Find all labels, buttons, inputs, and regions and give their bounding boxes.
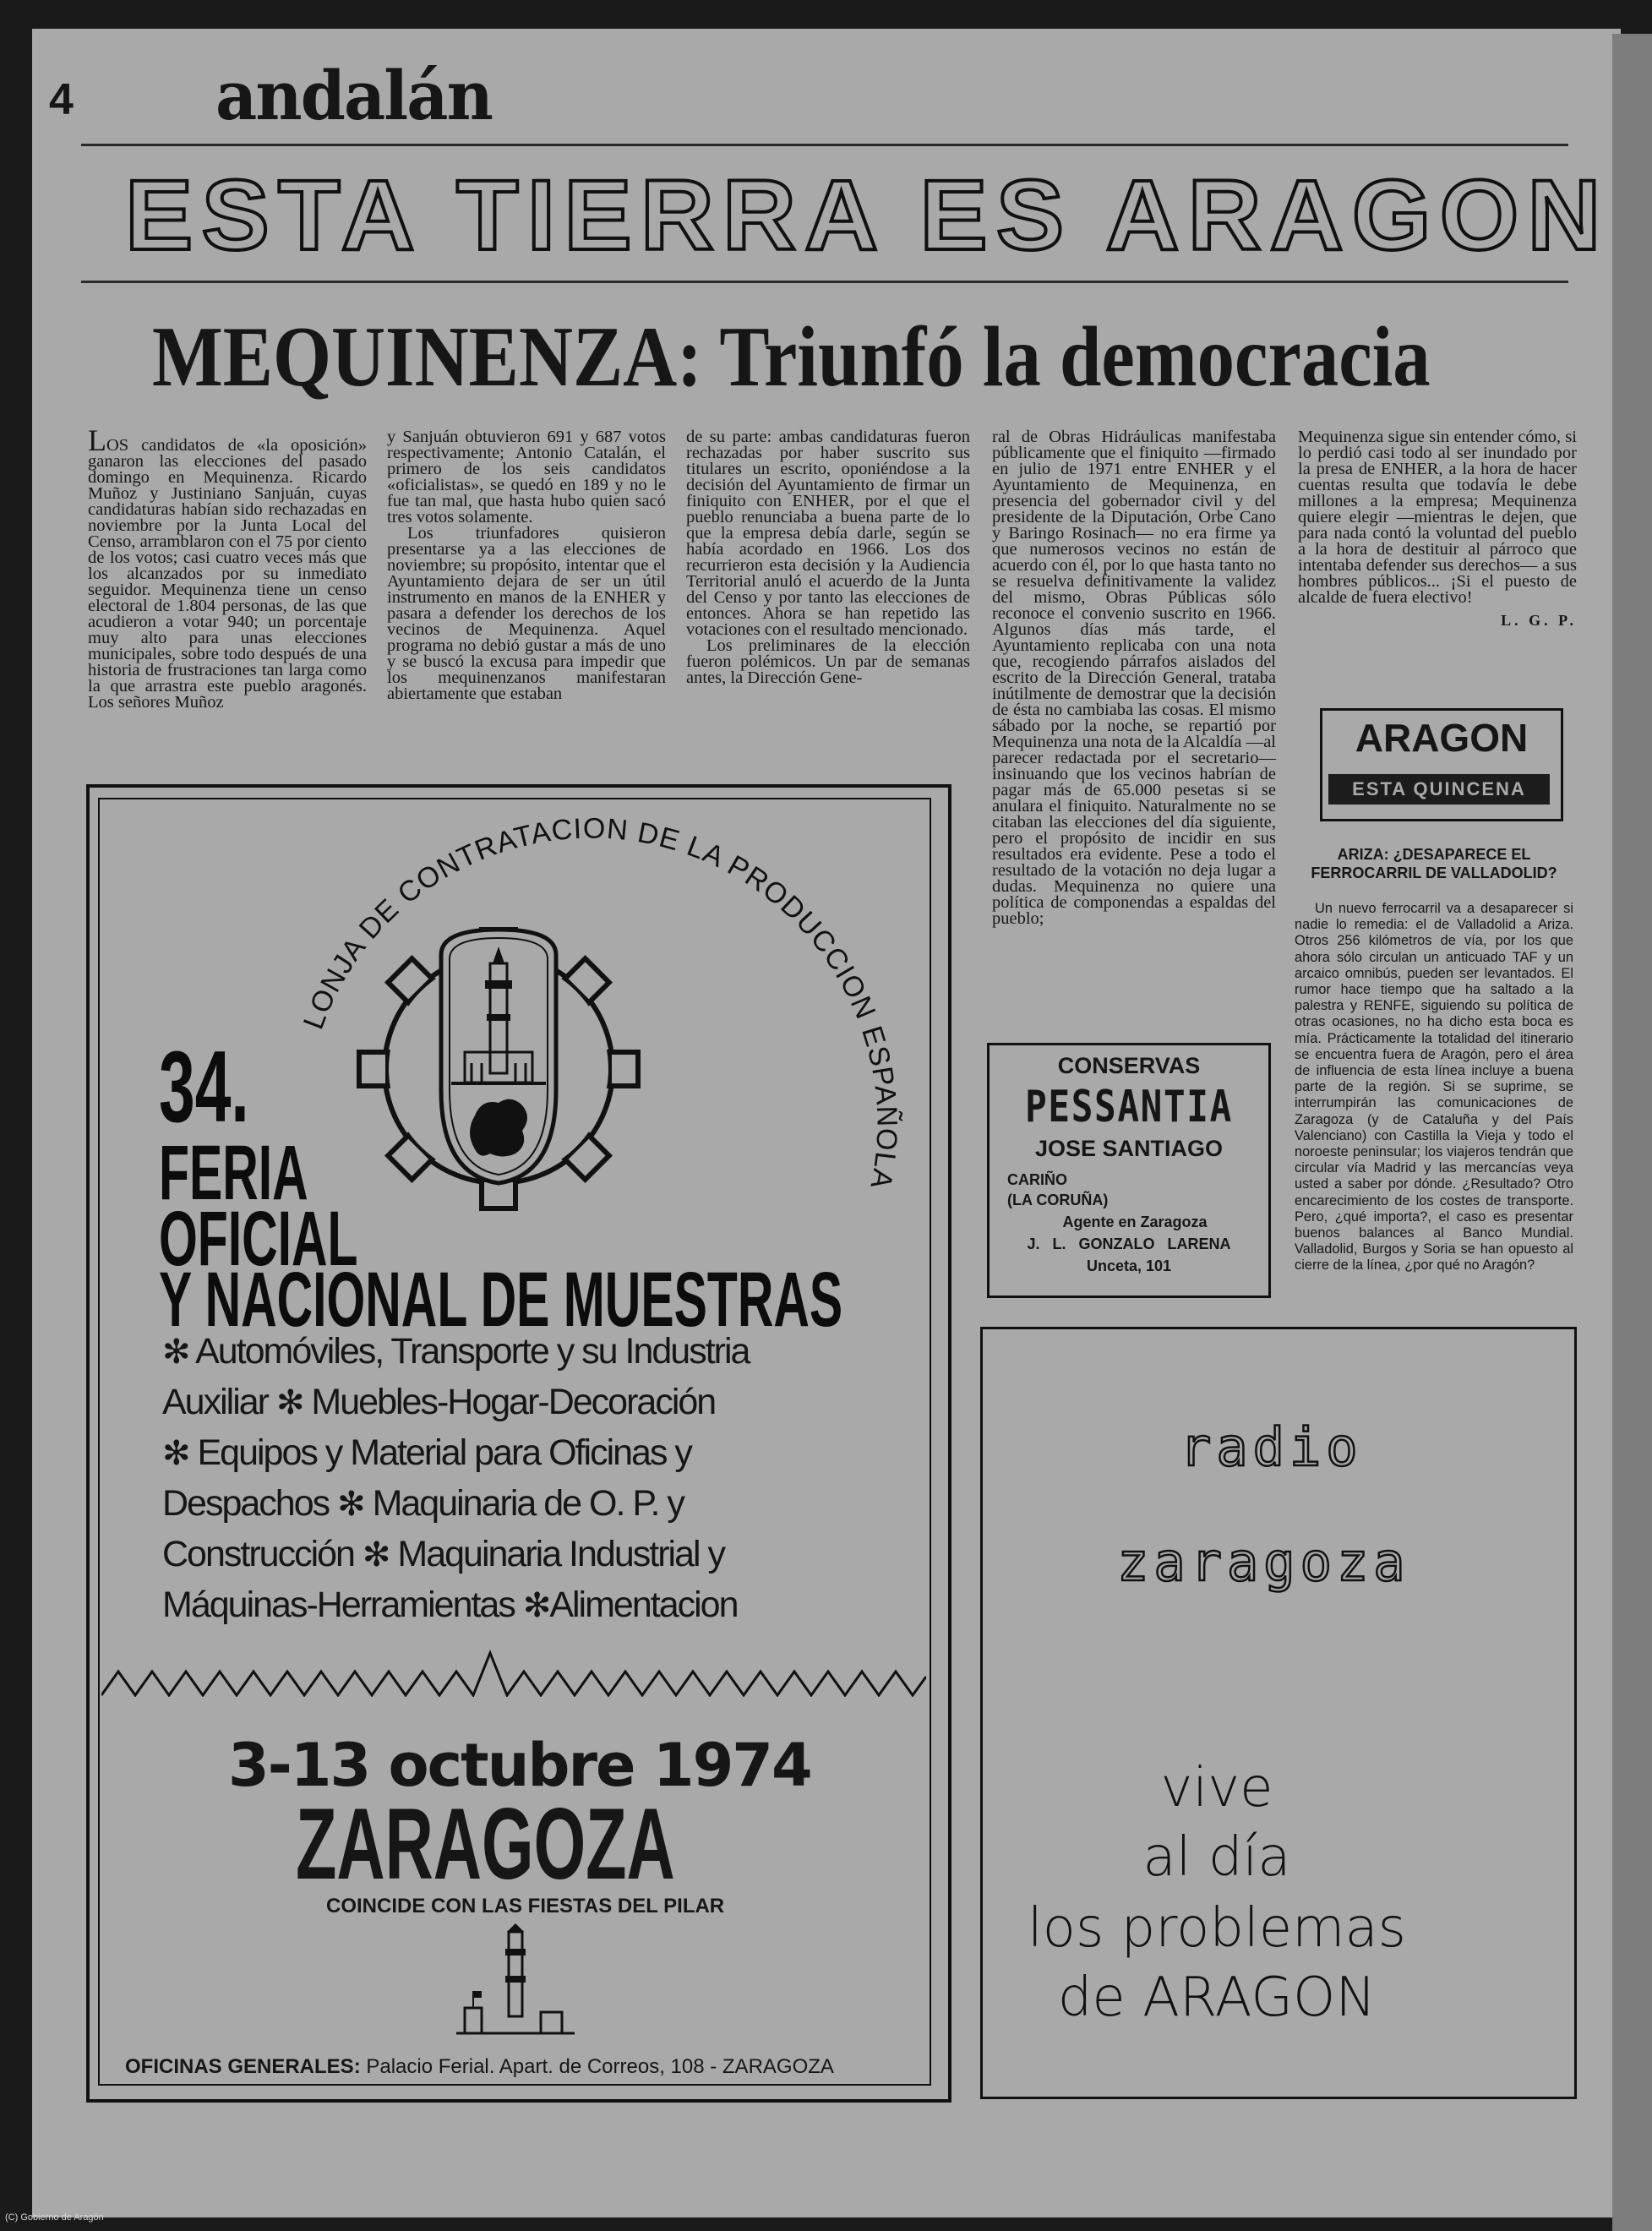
feria-edition: 34. [159, 1030, 249, 1143]
pessantia-line-6: Agente en Zaragoza [1062, 1214, 1208, 1230]
page-number: 4 [49, 75, 74, 124]
pessantia-line-8: Unceta, 101 [1086, 1257, 1172, 1274]
asterisk-icon: ✻ [337, 1486, 364, 1523]
pessantia-line-7: J. L. GONZALO LARENA [1027, 1236, 1231, 1252]
drop-cap: L [88, 423, 106, 457]
slogan-line-2: al día [1142, 1826, 1291, 1889]
asterisk-icon: ✻ [162, 1435, 189, 1472]
category-text: Despachos [162, 1483, 330, 1524]
radio-line-1: radio [1180, 1416, 1363, 1478]
shield-icon [441, 930, 556, 1183]
category-line-3 [162, 1432, 691, 1473]
headline: MEQUINENZA: Triunfó la democracia [152, 309, 1431, 405]
category-line-5 [162, 1536, 724, 1573]
rule [81, 281, 1568, 283]
pilar-tower-icon [448, 1923, 583, 2042]
slogan-line-1: vive [1160, 1757, 1273, 1819]
zigzag-divider [101, 1646, 926, 1697]
section-title: ESTA TIERRA ES ARAGON [125, 160, 1610, 271]
ariza-column [1295, 901, 1573, 1274]
category-text: Alimentacion [549, 1585, 738, 1625]
radio-line-2: zaragoza [1117, 1531, 1410, 1593]
article-text: y Sanjuán obtuvieron 691 y 687 votos respectivamente; Antonio Catalán, el primero de los seis candidatos «oficialistas», se quedó en 189 y no le fue tan mal, que hasta hubo quien sacó tres votos solamente. [387, 428, 666, 526]
category-text: Equipos y Material para Oficinas y [197, 1432, 691, 1473]
article-column-1 [88, 423, 367, 712]
category-text: Construcción [162, 1534, 354, 1574]
category-text: Auxiliar [162, 1382, 268, 1422]
signature: L. G. P. [1501, 612, 1577, 629]
ariza-headline: ARIZA: ¿DESAPARECE EL FERROCARRIL DE VALLADOLID? [1311, 846, 1557, 881]
rule [81, 144, 1568, 146]
feria-line-2: OFICIAL [159, 1196, 358, 1282]
asterisk-icon: ✻ [522, 1587, 550, 1624]
asterisk-icon: ✻ [362, 1536, 390, 1574]
category-text: Automóviles, Transporte y su Industria [195, 1331, 750, 1372]
category-text: Máquinas-Herramientas [162, 1585, 515, 1625]
ariza-text: Un nuevo ferrocarril va a desaparecer si nadie lo remedia: el de Valladolid a Ariza. Otros 256 kilómetros de vía, por los que ahora sólo circulan un anticuado TAF y un arcaico omnibús, pueden ser levantados. El rumor hace tiempo que ha saltado a la palestra y RENFE, siguiendo su política de otras ocasiones, no ha dicho esta boca es mía. Prácticamente la totalidad del itinerario se encuentra fuera de Aragón, pero el área de influencia de esta línea incluye a buena parte de la región. Si se suprime, se interrumpirán las comunicaciones de Zaragoza (y de Cataluña y del País Valenciano) con Castilla la Vieja y todo el noroeste peninsular; los viajeros tendrán que circular vía Madrid y las mercancías veya usted a saber por dónde. ¿Resultado? Otro encarecimiento de los costes de transporte. Pero, ¿qué importa?, el caso es presentar buenos balances al Banco Mundial. Valladolid, Burgos y Soria se han opuesto al cierre de la línea, ¿por qué no Aragón? [1295, 901, 1573, 1274]
category-text: Muebles-Hogar-Decoración [311, 1382, 716, 1422]
category-text: Maquinaria Industrial y [397, 1534, 724, 1574]
category-line-4 [162, 1483, 684, 1524]
article-text: ral de Obras Hidráulicas manifestaba públicamente que el finiquito —firmado en julio de 1971 entre ENHER y el Ayuntamiento de Mequinenza, en presencia del gobernador civil y del presidente de la Diputación, Orbe Cano y Baringo Rosinach— no era firme ya que numerosos vecinos no están de acuerdo con él, por lo que hasta tanto no se resuelva definitivamente la validez del mismo, Obras Públicas sólo reconoce el convenio suscrito en 1966. Algunos días más tarde, el Ayuntamiento replicaba con una nota que, recogiendo párrafos aislados del escrito de la Dirección General, trataba inútilmente de demostrar que la decisión de ésta no cambiaba las cosas. El mismo sábado por la noche, se repartió por Mequinenza una nota de la Alcaldía —al parecer redactada por el secretario— insinuando que los vecinos habrían de pagar más de 65.000 pesetas si se anulara el finiquito. Naturalmente no se citaban las elecciones del día siguiente, pero el propósito de incidir en sus resultados era evidente. Pese a todo el resultado de la votación no deja lugar a dudas. Mequinenza no quiere una política de componendas a espaldas del pueblo; [992, 428, 1276, 928]
article-column-3 [686, 429, 970, 686]
feria-city: ZARAGOZA [296, 1787, 675, 1901]
arc-text: LONJA DE CONTRATACION DE LA PRODUCCION ESPAÑOLA [297, 812, 903, 1192]
pessantia-line-1: CONSERVAS [1057, 1053, 1201, 1078]
category-text: Maquinaria de O. P. y [372, 1483, 684, 1524]
offices-text: Palacio Ferial. Apart. de Correos, 108 - ZARAGOZA [366, 2055, 834, 2078]
pessantia-line-2: PESSANTIA [1025, 1082, 1233, 1132]
feria-line-1: FERIA [159, 1130, 308, 1216]
aragon-box-title: ARAGON [1355, 716, 1529, 760]
pessantia-line-4: CARIÑO [1007, 1171, 1067, 1188]
aragon-box-subtitle: ESTA QUINCENA [1328, 774, 1550, 805]
pessantia-line-5: (LA CORUÑA) [1007, 1192, 1109, 1208]
article-column-4 [992, 429, 1276, 927]
page-edge [1612, 34, 1652, 2231]
article-column-2 [387, 429, 666, 702]
article-text: Los preliminares de la elección fueron polémicos. Un par de semanas antes, la Dirección Gene- [686, 636, 970, 687]
slogan-line-3: los problemas [1028, 1897, 1406, 1960]
article-text: de su parte: ambas candidaturas fueron rechazadas por haber suscrito sus titulares un escrito, oponiéndose a la decisión del Ayuntamiento de firmar un finiquito con ENHER, por el que el pueblo renunciaba a buena parte de lo que la empresa debía darle, según se había acordado en 1966. Los dos recurrieron esta decisión y la Audiencia Territorial anuló el acuerdo de la Junta del Censo y por tanto las elecciones de entonces. Ahora se han repetido las votaciones con el resultado mencionado. [686, 428, 970, 639]
asterisk-icon: ✻ [275, 1384, 303, 1421]
article-column-5 [1298, 429, 1577, 629]
category-line-1 [162, 1331, 750, 1372]
masthead: andalán [215, 56, 492, 135]
category-line-6 [162, 1587, 738, 1623]
pessantia-line-3: JOSE SANTIAGO [1034, 1136, 1224, 1161]
feria-line-3: Y NACIONAL DE MUESTRAS [159, 1257, 843, 1343]
article-text: Mequinenza sigue sin entender cómo, si lo perdió casi todo al ser inundado por la presa de ENHER, a la hora de hacer cuentas resulta que todavía le debe millones a la empresa; Mequinenza quiere elegir —mientras le dejen, que para nada contó la voluntad del pueblo a la hora de destituir al párroco que intentaba defender sus derechos— a sus hombres públicos... ¡Si el puesto de alcalde de fuera electivo! [1298, 428, 1577, 607]
category-line-2 [162, 1384, 715, 1421]
asterisk-icon: ✻ [162, 1334, 189, 1371]
copyright: (C) Gobierno de Aragón [5, 2212, 104, 2223]
feria-offices [125, 2055, 834, 2079]
slogan-line-4: de ARAGON [1057, 1966, 1377, 2029]
feria-coincide: COINCIDE CON LAS FIESTAS DEL PILAR [326, 1895, 725, 1917]
article-text: OS candidatos de «la oposición» ganaron las elecciones del pasado domingo en Mequinenza. Ricardo Muñoz y Justiniano Sanjuán, cuyas candidaturas habían sido rechazadas en noviembre por la Junta Local del Censo, arramblaron con el 75 por ciento de los votos; casi cuatro veces más que los alcanzados por su inmediato seguidor. Mequinenza tiene un censo electoral de 1.804 personas, de las que acudieron a votar 940; un porcentaje muy alto para unas elecciones municipales, sobre todo después de una historia de frustraciones tan larga como la que arrastra este pueblo aragonés. Los señores Muñoz [88, 436, 367, 712]
article-text: Los triunfadores quisieron presentarse ya a las elecciones de noviembre; su propósito, intentar que el Ayuntamiento dejara de ser un útil instrumento en manos de la ENHER y pasara a defender los derechos de los vecinos de Mequinenza. Aquel programa no debió gustar a más de uno y se buscó la excusa para impedir que los mequinenzanos manifestaran abiertamente que estaban [387, 524, 666, 703]
offices-label: OFICINAS GENERALES: [125, 2055, 361, 2078]
feria-dates: 3-13 octubre 1974 [228, 1731, 811, 1800]
